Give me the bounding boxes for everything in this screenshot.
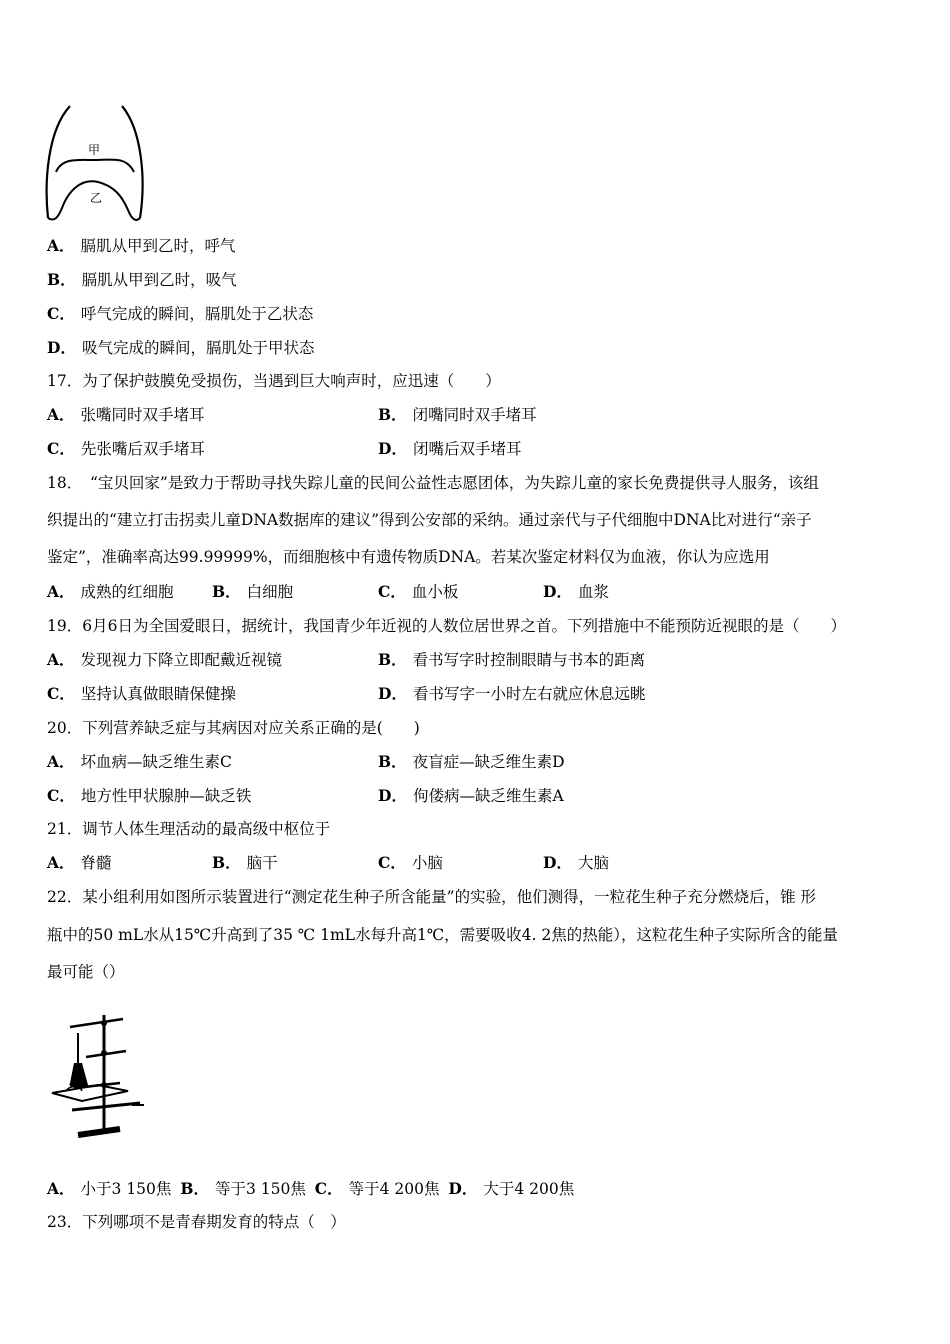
- q18-stem-line2: 织提出的“建立打击拐卖儿童DNA数据库的建议”得到公安部的采纳。通过亲代与子代细胞中DNA比对进行“亲子: [47, 511, 812, 529]
- q18-stem-line1: 18． “宝贝回家”是致力于帮助寻找失踪儿童的民间公益性志愿团体，为失踪儿童的家长免费提供寻人服务，该组: [47, 474, 819, 492]
- q18-stem-line3: 鉴定”，准确率高达99.99999%，而细胞核中有遗传物质DNA。若某次鉴定材料仅为血液，你认为应选用: [47, 548, 770, 566]
- q22-option-c: C． 等于4 200焦: [314, 1179, 440, 1198]
- q22-option-b: B． 等于3 150焦: [180, 1179, 306, 1198]
- q16-option-b: B． 膈肌从甲到乙时，吸气: [47, 270, 237, 289]
- q17-option-a: A． 张嘴同时双手堵耳: [47, 405, 205, 424]
- q21-option-d: D． 大脑: [543, 853, 609, 872]
- q20-option-b: B． 夜盲症—缺乏维生素D: [378, 752, 565, 771]
- q19-option-d: D． 看书写字一小时左右就应休息远眺: [378, 684, 646, 703]
- q18-option-b: B． 白细胞: [212, 582, 294, 601]
- q18-option-c: C． 血小板: [378, 582, 459, 601]
- q20-stem: 20．下列营养缺乏症与其病因对应关系正确的是( ): [47, 719, 420, 737]
- q20-option-c: C． 地方性甲状腺肿—缺乏铁: [47, 786, 252, 805]
- figure-label-top: 甲: [88, 143, 101, 157]
- q22-stem-line2: 瓶中的50 mL水从15℃升高到了35 ℃ 1mL水每升高1℃，需要吸收4. 2焦的热能），这粒花生种子实际所含的能量: [47, 926, 839, 944]
- q22-stem-line3: 最可能（）: [47, 963, 125, 981]
- q19-option-a: A． 发现视力下降立即配戴近视镜: [47, 650, 283, 669]
- q17-option-c: C． 先张嘴后双手堵耳: [47, 439, 205, 458]
- q22-options: [47, 1179, 574, 1199]
- q17-stem: 17．为了保护鼓膜免受损伤，当遇到巨大响声时，应迅速（ ）: [47, 372, 501, 390]
- figure-label-bottom: 乙: [90, 191, 103, 205]
- apparatus-figure: [48, 1005, 158, 1145]
- q20-option-a: A． 坏血病—缺乏维生素C: [47, 752, 232, 771]
- q21-option-b: B． 脑干: [212, 853, 278, 872]
- q21-option-c: C． 小脑: [378, 853, 443, 872]
- q17-option-d: D． 闭嘴后双手堵耳: [378, 439, 522, 458]
- q22-stem-line1: 22．某小组利用如图所示装置进行“测定花生种子所含能量”的实验，他们测得，一粒花生种子充分燃烧后，锥 形: [47, 888, 817, 906]
- q20-option-d: D． 佝偻病—缺乏维生素A: [378, 786, 564, 805]
- q21-stem: 21．调节人体生理活动的最高级中枢位于: [47, 820, 331, 838]
- q22-option-d: D． 大于4 200焦: [448, 1179, 575, 1198]
- q19-stem: 19．6月6日为全国爱眼日，据统计，我国青少年近视的人数位居世界之首。下列措施中不能预防近视眼的是（ ）: [47, 617, 846, 635]
- q23-stem: 23．下列哪项不是青春期发育的特点（ ）: [47, 1213, 346, 1231]
- q16-option-a: A． 膈肌从甲到乙时，呼气: [47, 236, 236, 255]
- q18-option-d: D． 血浆: [543, 582, 609, 601]
- q19-option-b: B． 看书写字时控制眼睛与书本的距离: [378, 650, 646, 669]
- q22-option-a: A． 小于3 150焦: [47, 1179, 172, 1198]
- diaphragm-figure: [42, 100, 152, 225]
- q16-option-d: D． 吸气完成的瞬间，膈肌处于甲状态: [47, 338, 315, 357]
- q16-option-c: C． 呼气完成的瞬间，膈肌处于乙状态: [47, 304, 314, 323]
- q18-option-a: A． 成熟的红细胞: [47, 582, 174, 601]
- q21-option-a: A． 脊髓: [47, 853, 112, 872]
- q17-option-b: B． 闭嘴同时双手堵耳: [378, 405, 537, 424]
- q19-option-c: C． 坚持认真做眼睛保健操: [47, 684, 236, 703]
